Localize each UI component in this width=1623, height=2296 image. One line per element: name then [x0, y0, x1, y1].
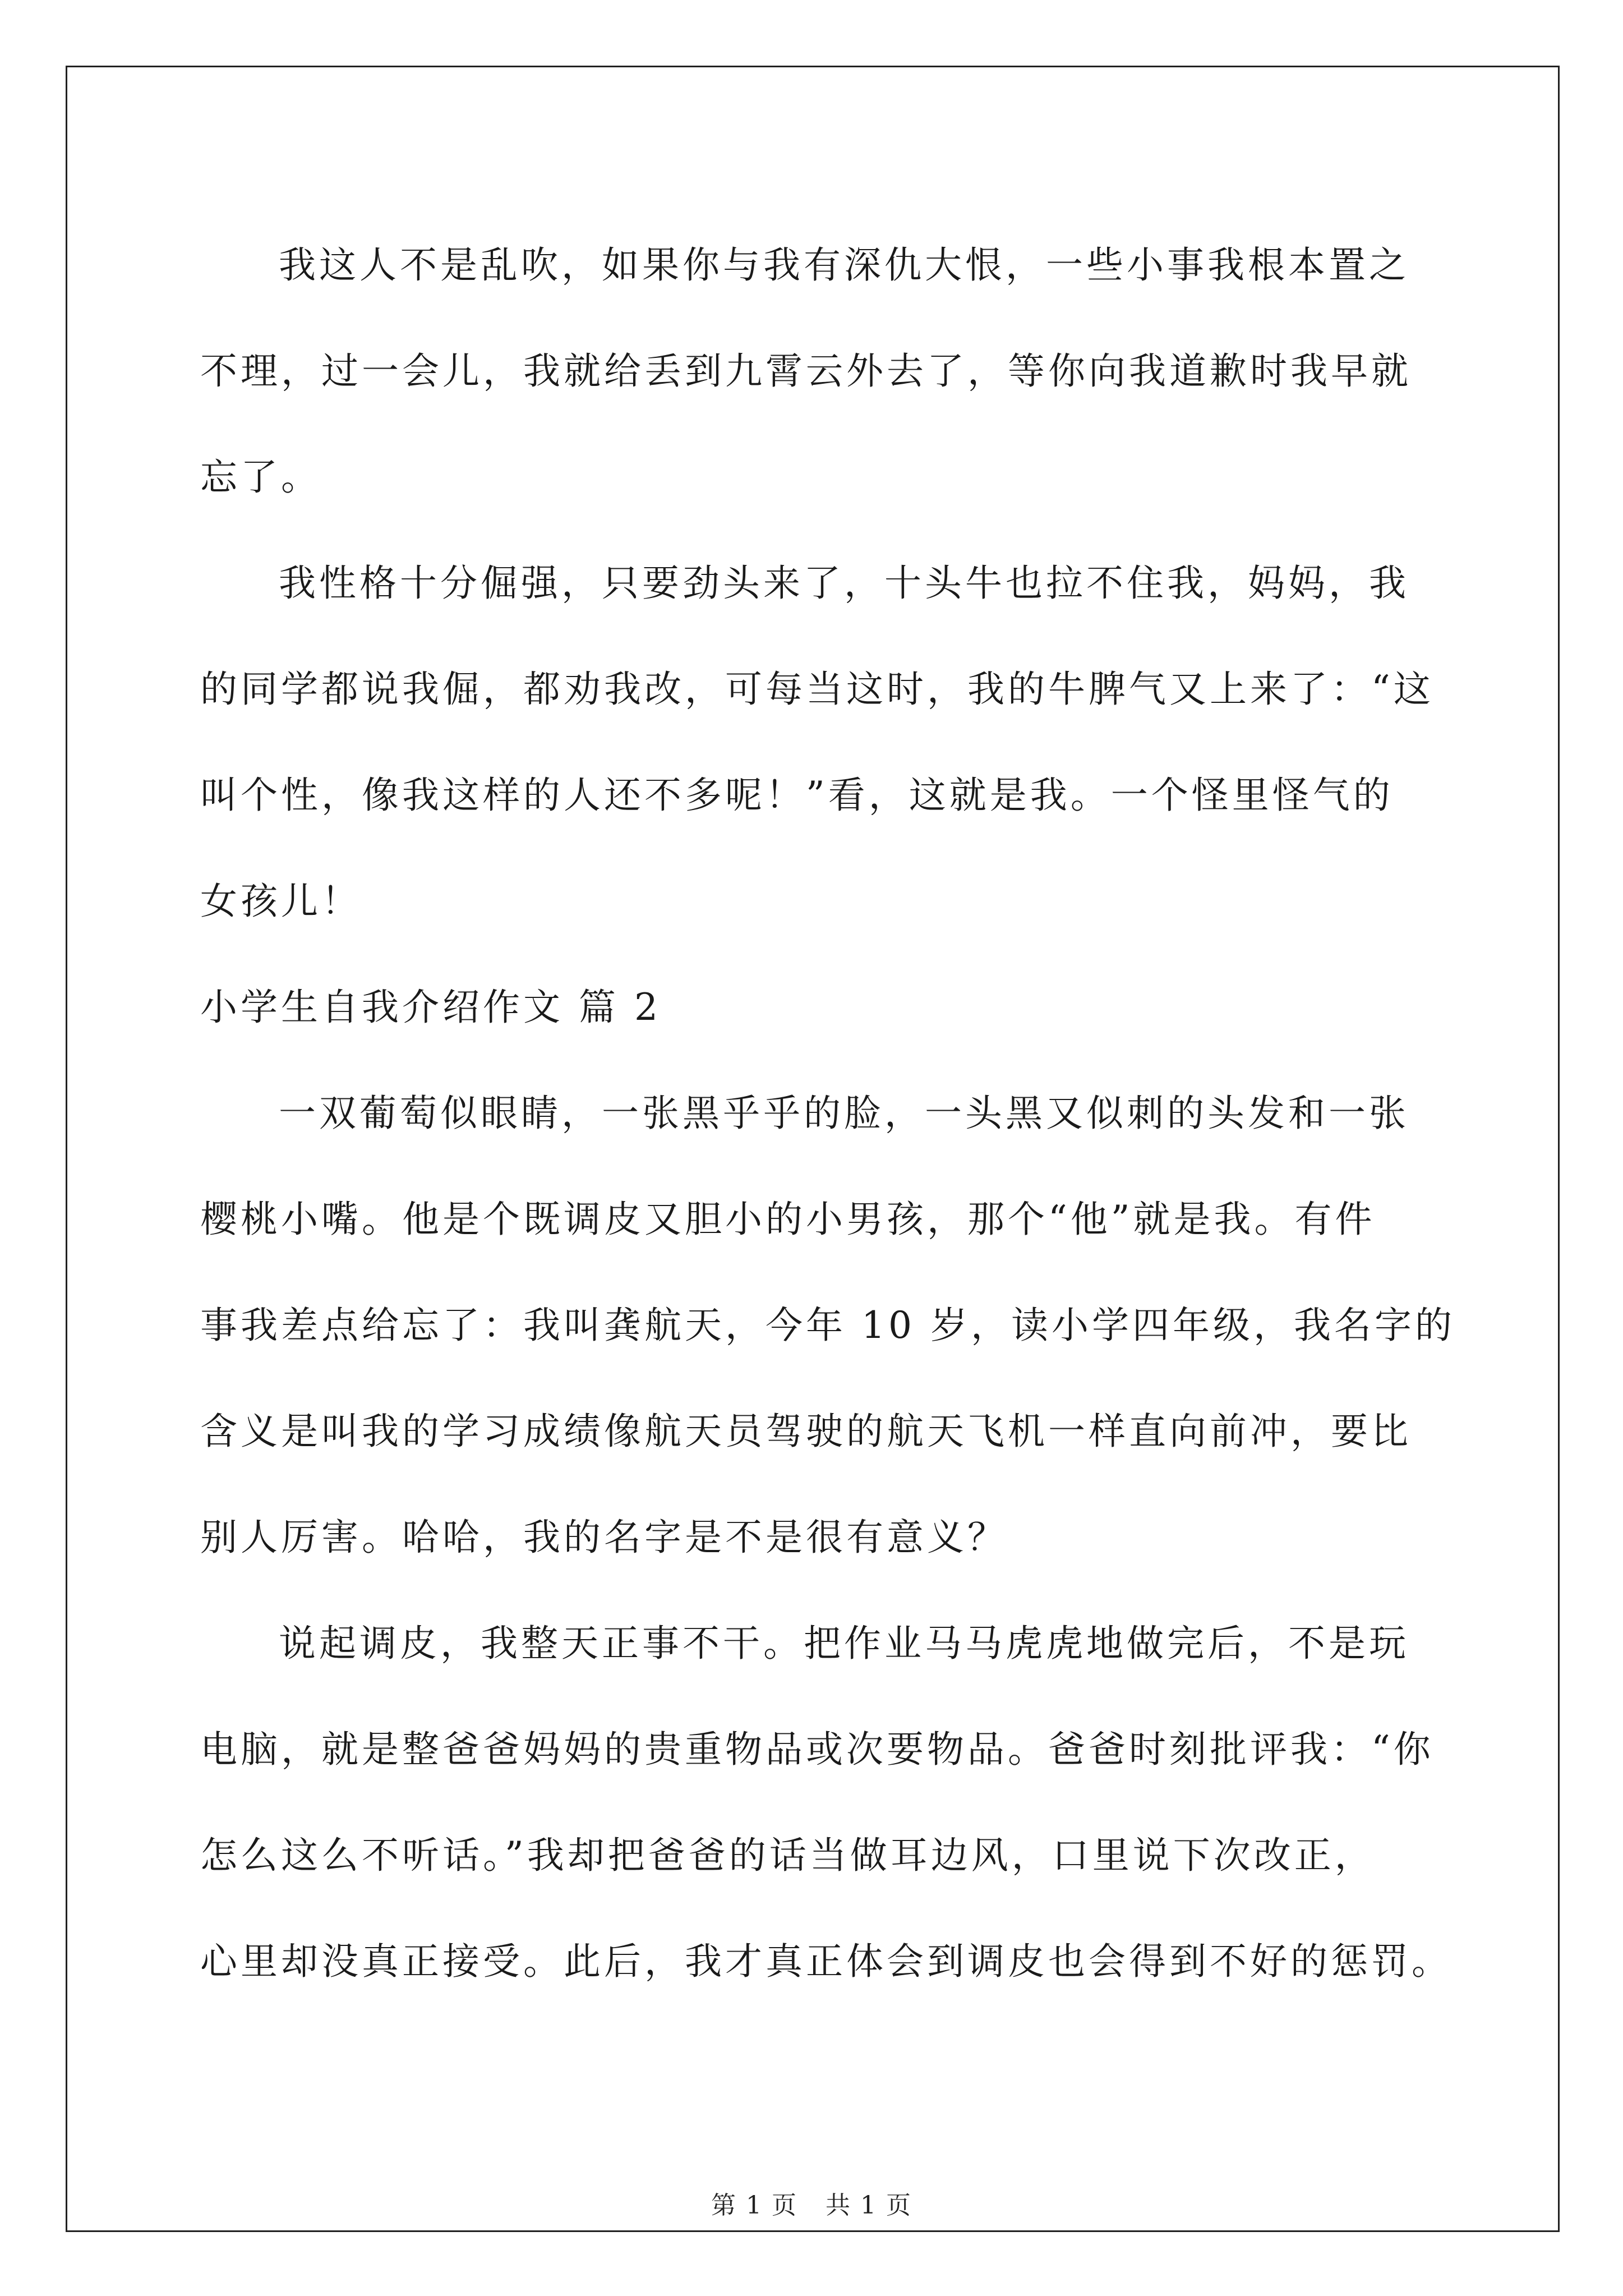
- document-body: [200, 212, 1455, 2014]
- page-total: 共 1 页: [826, 2191, 912, 2220]
- page-footer: [0, 2185, 1623, 2221]
- text-line: 心里却没真正接受。此后，我才真正体会到调皮也会得到不好的惩罚。: [200, 1940, 1452, 1983]
- text-line: 女孩儿！: [200, 880, 362, 923]
- text-line: 忘了。: [200, 455, 321, 499]
- page-number: 第 1 页: [711, 2191, 797, 2220]
- section-heading: 小学生自我介绍作文 篇 2: [200, 986, 661, 1029]
- text-line: 不理，过一会儿，我就给丢到九霄云外去了，等你向我道歉时我早就: [200, 349, 1412, 393]
- text-line: 一双葡萄似眼睛，一张黑乎乎的脸，一头黑又似刺的头发和一张: [279, 1092, 1409, 1135]
- text-line: 事我差点给忘了：我叫龚航天，今年 10 岁，读小学四年级，我名字的: [200, 1304, 1455, 1347]
- text-line: 我性格十分倔强，只要劲头来了，十头牛也拉不住我，妈妈，我: [279, 562, 1409, 605]
- text-line: 的同学都说我倔，都劝我改，可每当这时，我的牛脾气又上来了：“这: [200, 668, 1434, 711]
- text-line: 电脑，就是整爸爸妈妈的贵重物品或次要物品。爸爸时刻批评我：“你: [200, 1728, 1434, 1771]
- text-line: 含义是叫我的学习成绩像航天员驾驶的航天飞机一样直向前冲，要比: [200, 1410, 1412, 1453]
- text-line: 别人厉害。哈哈，我的名字是不是很有意义？: [200, 1516, 1008, 1559]
- text-line: 说起调皮，我整天正事不干。把作业马马虎虎地做完后，不是玩: [279, 1622, 1409, 1665]
- text-line: 我这人不是乱吹，如果你与我有深仇大恨，一些小事我根本置之: [279, 243, 1409, 287]
- text-line: 怎么这么不听话。”我却把爸爸的话当做耳边风，口里说下次改正，: [200, 1834, 1375, 1877]
- text-line: 叫个性，像我这样的人还不多呢！”看，这就是我。一个怪里怪气的: [200, 774, 1394, 817]
- text-line: 樱桃小嘴。他是个既调皮又胆小的小男孩，那个“他”就是我。有件: [200, 1198, 1376, 1241]
